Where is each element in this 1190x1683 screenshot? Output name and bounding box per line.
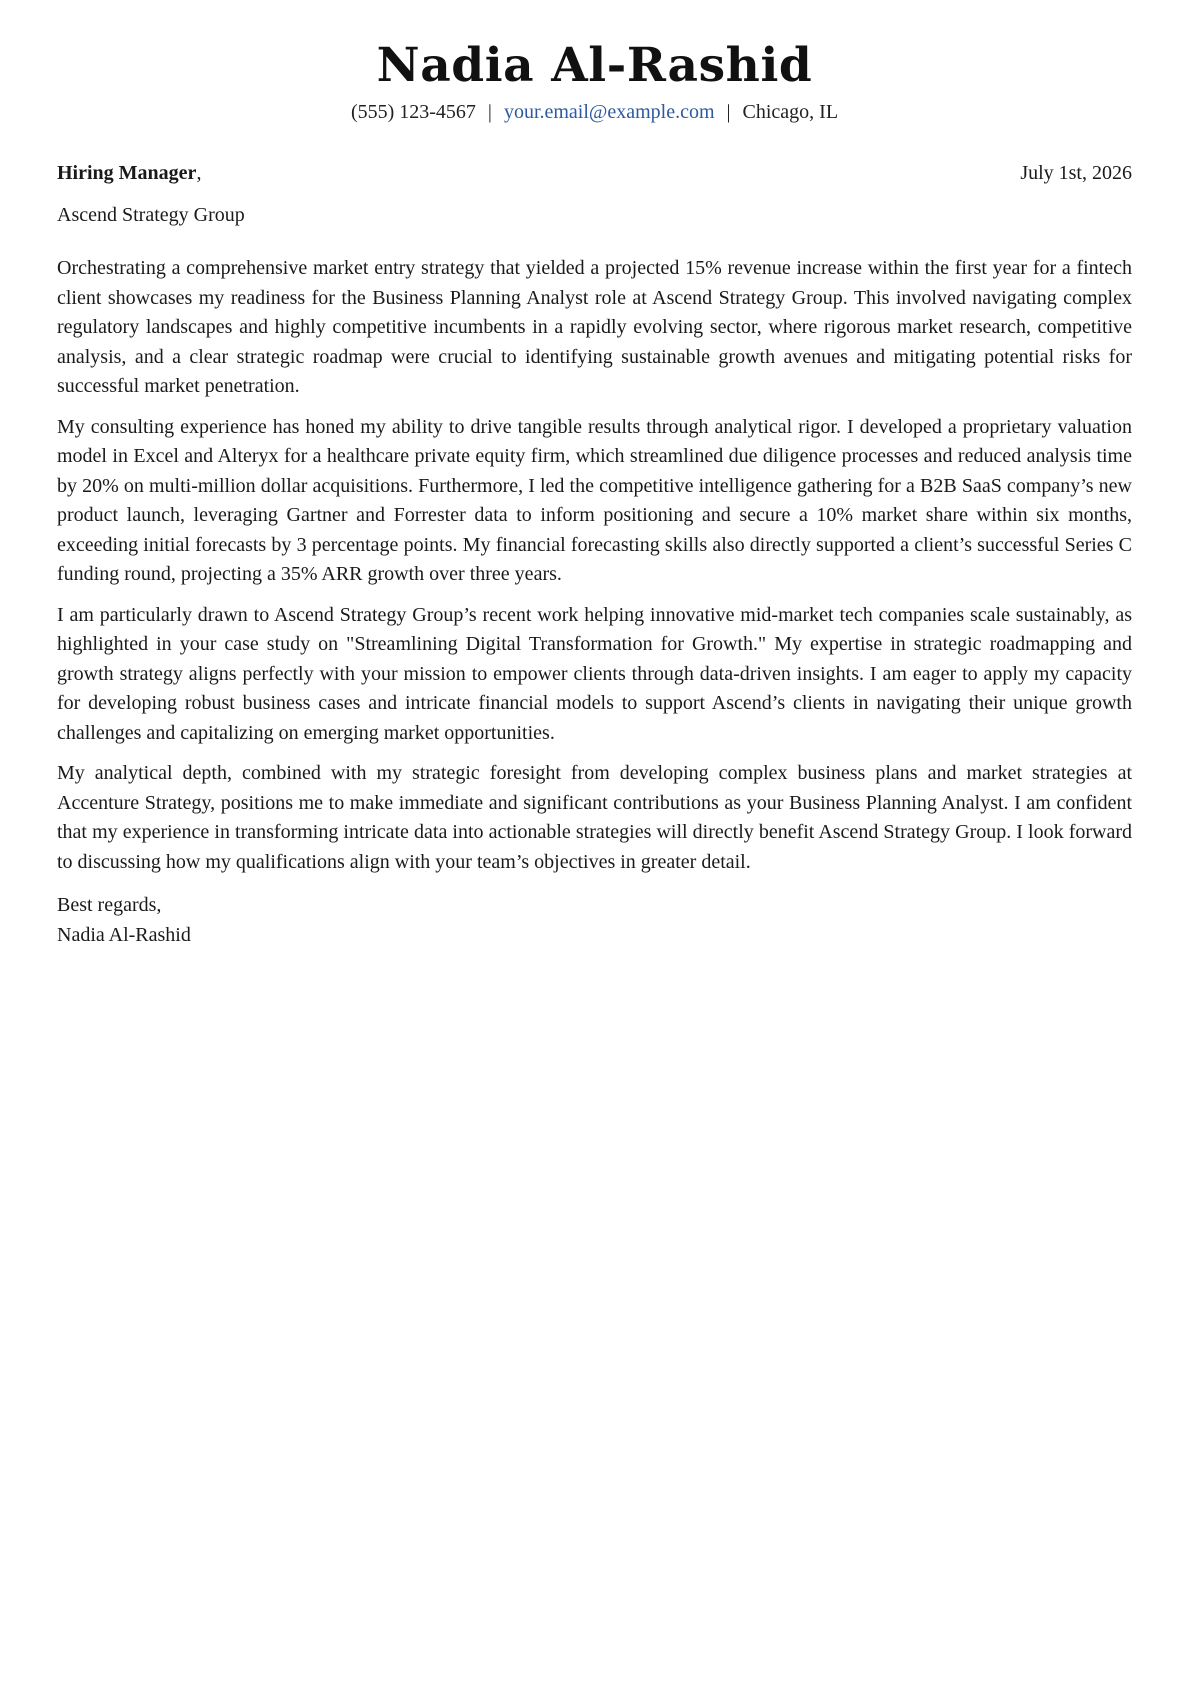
contact-line [57, 100, 1132, 124]
location: Chicago, IL [742, 101, 839, 123]
contact-separator: | [726, 101, 731, 123]
contact-separator: | [487, 101, 492, 123]
applicant-name: Nadia Al-Rashid [376, 38, 813, 93]
email-link[interactable]: your.email@example.com [503, 101, 715, 123]
body-paragraph: My analytical depth, combined with my strategic foresight from developing complex business plans and market strategies at Accenture Strategy, positions me to make immediate and significant contributions as your Business Planning Analyst. I am confident that my experience in transforming intricate data into actionable strategies will directly benefit Ascend Strategy Group. I look forward to discussing how my qualifications align with your team’s objectives in greater detail. [57, 762, 1132, 873]
letter-closing [57, 891, 1132, 950]
letter-body [57, 254, 1132, 877]
signature: Nadia Al-Rashid [57, 923, 191, 946]
salutation [57, 161, 201, 185]
letter-date: July 1st, 2026 [1020, 162, 1132, 184]
sign-off: Best regards, [57, 894, 162, 916]
phone-number: (555) 123-4567 [350, 101, 476, 123]
body-paragraph: Orchestrating a comprehensive market entry strategy that yielded a projected 15% revenue increase within the first year for a fintech client showcases my readiness for the Business Planning Analyst role at Ascend Strategy Group. This involved navigating complex regulatory landscapes and highly competitive incumbents in a rapidly evolving sector, where rigorous market research, competitive analysis, and a clear strategic roadmap were crucial to identifying sustainable growth avenues and mitigating potential risks for successful market penetration. [57, 257, 1132, 397]
body-paragraph: My consulting experience has honed my ability to drive tangible results through analytical rigor. I developed a proprietary valuation model in Excel and Alteryx for a healthcare private equity firm, which streamlined due diligence processes and reduced analysis time by 20% on multi-million dollar acquisitions. Furthermore, I led the competitive intelligence gathering for a B2B SaaS company’s new product launch, leveraging Gartner and Forrester data to inform positioning and secure a 10% market share within six months, exceeding initial forecasts by 3 percentage points. My financial forecasting skills also directly supported a client’s successful Series C funding round, projecting a 35% ARR growth over three years. [57, 415, 1132, 585]
body-paragraph: I am particularly drawn to Ascend Strategy Group’s recent work helping innovative mid-market tech companies scale sustainably, as highlighted in your case study on "Streamlining Digital Transformation for Growth." My expertise in strategic roadmapping and growth strategy aligns perfectly with your mission to empower clients through data-driven insights. I am eager to apply my capacity for developing robust business cases and intricate financial models to support Ascend’s clients in navigating their unique growth challenges and capitalizing on emerging market opportunities. [57, 603, 1132, 744]
recipient-row [57, 161, 1132, 185]
recipient-company: Ascend Strategy Group [57, 204, 245, 226]
recipient-name: Hiring Manager [57, 162, 197, 184]
salutation-comma: , [196, 162, 202, 184]
